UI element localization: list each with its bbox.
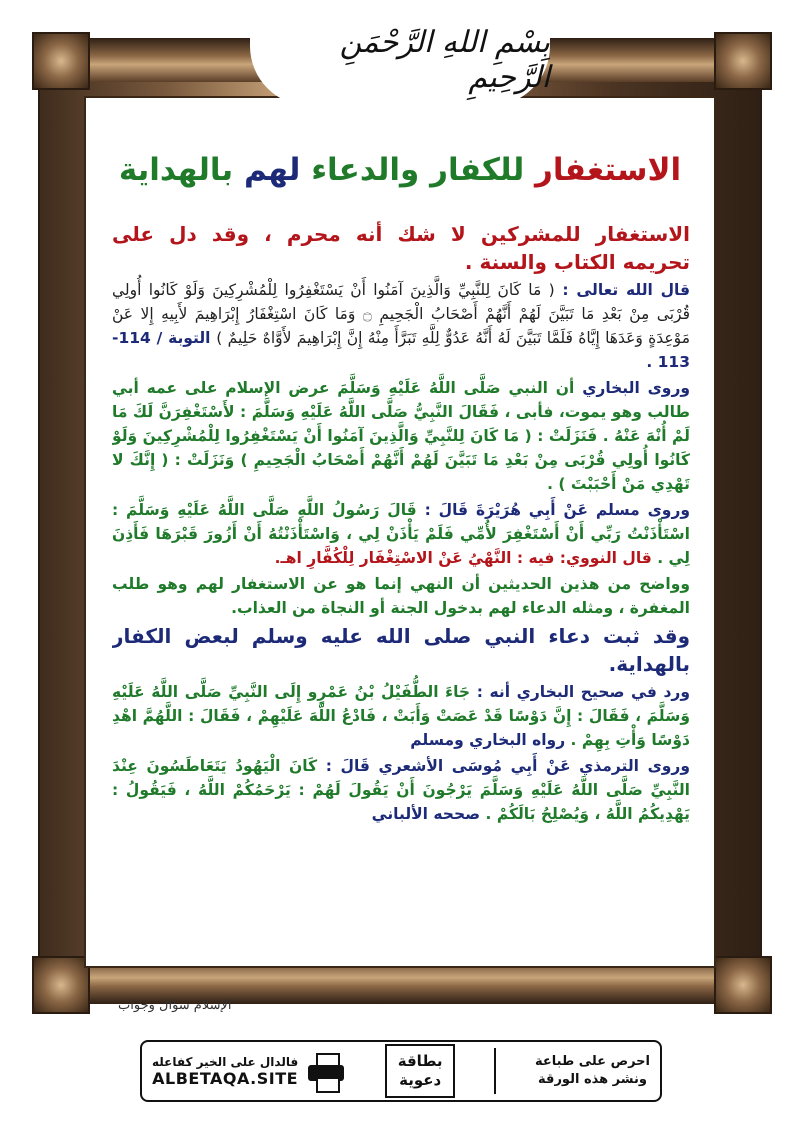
paragraph-intro: الاستغفار للمشركين لا شك أنه محرم ، وقد دل على تحريمه الكتاب والسنة . xyxy=(112,222,690,274)
footer-print-note xyxy=(535,1053,650,1089)
frame-corner-top-left xyxy=(32,32,90,90)
footer-divider xyxy=(494,1048,496,1094)
title-part-4: لهم xyxy=(243,152,301,188)
quran-verse: ( مَا كَانَ لِلنَّبِيِّ وَالَّذِينَ آمَنُوا أَنْ يَسْتَغْفِرُوا لِلْمُشْرِكِينَ وَلَوْ كَانُوا أُولِي قُرْبَى مِنْ بَعْدِ مَا تَبَيَّنَ لَهُمْ أَنَّهُمْ أَصْحَابُ الْجَحِيمِ ۝ وَمَا كَانَ اسْتِغْفَارُ إِبْرَاهِيمَ لأَبِيهِ إِلا عَنْ مَوْعِدَةٍ وَعَدَهَا إِيَّاهُ فَلَمَّا تَبَيَّنَ لَهُ أَنَّهُ عَدُوٌّ لِلَّهِ تَبَرَّأَ مِنْهُ إِنَّ إِبْرَاهِيمَ لأَوَّاهٌ حَلِيمٌ ) xyxy=(112,281,690,347)
title-part-5: بالهداية xyxy=(118,152,234,188)
print-note-line-1: احرص على طباعة xyxy=(535,1054,650,1069)
frame-corner-bottom-left xyxy=(32,956,90,1014)
tirmidhi-hadith: كَانَ الْيَهُودُ يَتَعَاطَسُونَ عِنْدَ النَّبِيِّ صَلَّى اللَّهُ عَلَيْهِ وَسَلَّمَ يَرْجُونَ أَنْ يَقُولَ لَهُمْ : يَرْحَمُكُمْ اللَّهُ ، فَيَقُولُ : يَهْدِيكُمُ اللَّهُ ، وَيُصْلِحُ بَالَكُمْ . xyxy=(112,757,690,823)
footer-site-group xyxy=(152,1051,346,1091)
bukhari-lead: وروى البخاري xyxy=(582,379,690,397)
basmala-banner xyxy=(250,14,550,106)
bukhari-hadith: أن النبي صَلَّى اللَّهُ عَلَيْهِ وَسَلَّمَ عرض الإسلام على عمه أبي طالب وهو يموت، فأبى ، فَقَالَ النَّبِيُّ صَلَّى اللَّهُ عَلَيْهِ وَسَلَّمَ : لأَسْتَغْفِرَنَّ لَكَ مَا لَمْ أُنْهَ عَنْهُ . فَنَزَلَتْ : ( مَا كَانَ لِلنَّبِيِّ وَالَّذِينَ آمَنُوا أَنْ يَسْتَغْفِرُوا لِلْمُشْرِكِينَ وَلَوْ كَانُوا أُولِي قُرْبَى مِنْ بَعْدِ مَا تَبَيَّنَ لَهُمْ أَنَّهُمْ أَصْحَابُ الْجَحِيمِ ) وَنَزَلَتْ : ( إِنَّكَ لا تَهْدِي مَنْ أَحْبَبْتَ ) . xyxy=(112,379,690,493)
title-part-3: والدعاء xyxy=(311,152,420,188)
footer-bar xyxy=(140,1040,662,1102)
muslim-lead: وروى مسلم عَنْ أَبِي هُرَيْرَةَ قَالَ : xyxy=(424,501,690,519)
title-part-1: الاستغفار xyxy=(535,152,682,188)
frame-corner-top-right xyxy=(714,32,772,90)
tirmidhi-reference: صححه الألباني xyxy=(371,805,481,823)
paragraph-tufail xyxy=(112,680,690,752)
article-body xyxy=(112,220,690,935)
source-credit: الإسلام سؤال وجواب xyxy=(118,998,232,1013)
printer-icon xyxy=(306,1051,346,1091)
muslim-hadith: قَالَ رَسُولُ اللَّهِ صَلَّى اللَّهُ عَلَيْهِ وَسَلَّمَ : اسْتَأْذَنْتُ رَبِّي أَنْ أَسْتَغْفِرَ لأُمِّي فَلَمْ يَأْذَنْ لِي ، وَاسْتَأْذَنْتُهُ أَنْ أَزُورَ قَبْرَهَا فَأَذِنَ لِي . xyxy=(112,501,690,567)
frame-corner-bottom-right xyxy=(714,956,772,1014)
quran-label: قال الله تعالى : xyxy=(562,281,690,299)
logo-line-1: بطاقة xyxy=(397,1052,443,1070)
tufail-reference: رواه البخاري ومسلم xyxy=(410,731,566,749)
basmala-calligraphy: بِسْمِ اللهِ الرَّحْمَنِ الرَّحِيمِ xyxy=(339,25,550,95)
footer-slogan: فالدال على الخير كفاعله xyxy=(152,1054,299,1069)
paragraph-proof-heading: وقد ثبت دعاء النبي صلى الله عليه وسلم لبعض الكفار بالهداية. xyxy=(112,624,690,676)
dawah-card-logo xyxy=(385,1044,455,1098)
footer-site-url[interactable]: ALBETAQA.SITE xyxy=(152,1068,299,1088)
page-title xyxy=(110,150,690,190)
title-part-2: للكفار xyxy=(430,152,525,188)
paragraph-bukhari xyxy=(112,376,690,496)
tirmidhi-lead: وروى الترمذي عَنْ أَبِي مُوسَى الأشعري قَالَ : xyxy=(325,757,690,775)
tufail-lead: ورد في صحيح البخاري أنه : xyxy=(476,683,690,701)
nawawi-comment: قال النووي: فيه : النَّهْيُ عَنْ الاسْتِغْفَار لِلْكُفَّارِ اهـ. xyxy=(274,549,652,567)
quran-reference: التوبة / 114-113 . xyxy=(112,329,690,371)
tufail-hadith: جَاءَ الطُّفَيْلُ بْنُ عَمْرٍو إِلَى النَّبِيِّ صَلَّى اللَّهُ عَلَيْهِ وَسَلَّمَ ، فَقَالَ : إِنَّ دَوْسًا قَدْ عَصَتْ وَأَبَتْ ، فَادْعُ اللَّهَ عَلَيْهِمْ ، فَقَالَ : اللَّهُمَّ اهْدِ دَوْسًا وَأْتِ بِهِمْ . xyxy=(112,683,690,749)
logo-line-2: دعوية xyxy=(399,1071,442,1089)
print-note-line-2: ونشر هذه الورقة xyxy=(538,1072,647,1087)
paragraph-tirmidhi xyxy=(112,754,690,826)
paragraph-quran xyxy=(112,278,690,374)
paragraph-muslim xyxy=(112,498,690,570)
footer-site xyxy=(152,1055,298,1088)
paragraph-explanation: وواضح من هذين الحديثين أن النهي إنما هو عن الاستغفار لهم وهو طلب المغفرة ، ومثله الدعاء لهم بدخول الجنة أو النجاة من العذاب. xyxy=(112,575,690,617)
